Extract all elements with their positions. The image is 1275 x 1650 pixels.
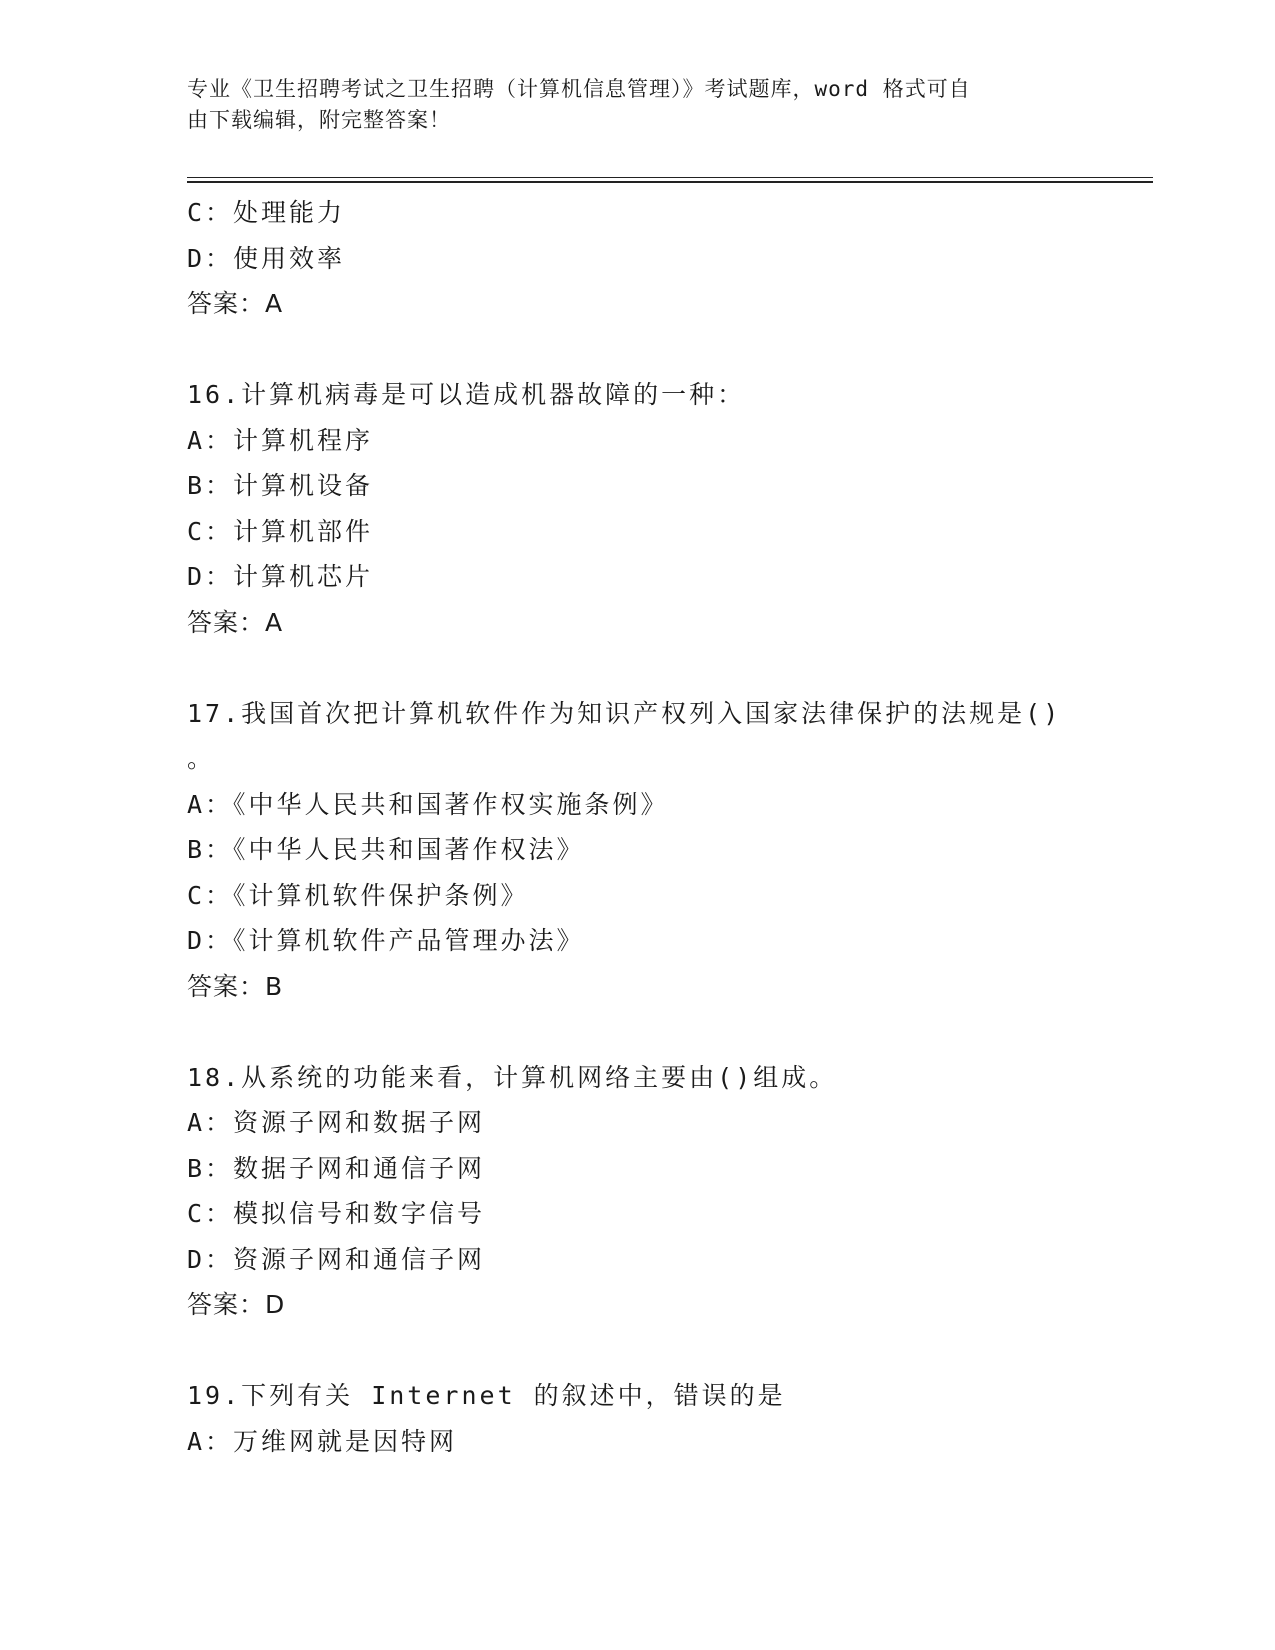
question-17: [187, 691, 1147, 1010]
option-b: B：计算机设备: [187, 471, 374, 500]
question-stem-continued: 。: [187, 744, 216, 773]
answer: 答案：A: [187, 607, 284, 637]
question-18: [187, 1055, 1147, 1328]
option-b: B：数据子网和通信子网: [187, 1153, 486, 1183]
question-stem: 19.下列有关 Internet 的叙述中，错误的是: [187, 1381, 786, 1410]
question-stem: 18.从系统的功能来看，计算机网络主要由()组成。: [187, 1062, 838, 1092]
option-a: A：《中华人民共和国著作权实施条例》: [187, 789, 669, 819]
option-c: C：模拟信号和数字信号: [187, 1199, 486, 1228]
question-stem: 17.我国首次把计算机软件作为知识产权列入国家法律保护的法规是(): [187, 698, 1062, 728]
option-a: A：万维网就是因特网: [187, 1426, 458, 1456]
header-divider-thick: [187, 181, 1153, 183]
option-d: D：《计算机软件产品管理办法》: [187, 926, 585, 955]
answer: 答案：B: [187, 971, 284, 1001]
option-d: D：使用效率: [187, 243, 346, 273]
question-19: [187, 1373, 1147, 1464]
header-line-2: 由下载编辑，附完整答案！: [187, 108, 451, 132]
header-line-1: 专业《卫生招聘考试之卫生招聘（计算机信息管理）》考试题库，word 格式可自: [187, 77, 971, 101]
answer: 答案：A: [187, 289, 284, 318]
option-b: B：《中华人民共和国著作权法》: [187, 835, 585, 864]
question-16: [187, 372, 1147, 645]
option-a: A：资源子网和数据子网: [187, 1108, 486, 1137]
option-d: D：计算机芯片: [187, 562, 374, 591]
option-c: C：计算机部件: [187, 516, 374, 546]
header-divider-thin: [187, 177, 1153, 178]
question-stem: 16.计算机病毒是可以造成机器故障的一种：: [187, 380, 746, 409]
option-c: C：处理能力: [187, 198, 346, 227]
option-d: D：资源子网和通信子网: [187, 1244, 486, 1274]
question-list: [187, 190, 1147, 1464]
option-a: A：计算机程序: [187, 425, 374, 455]
answer: 答案：D: [187, 1290, 286, 1319]
document-header: [187, 74, 1067, 136]
question-15-partial: [187, 190, 1147, 327]
option-c: C：《计算机软件保护条例》: [187, 880, 529, 910]
